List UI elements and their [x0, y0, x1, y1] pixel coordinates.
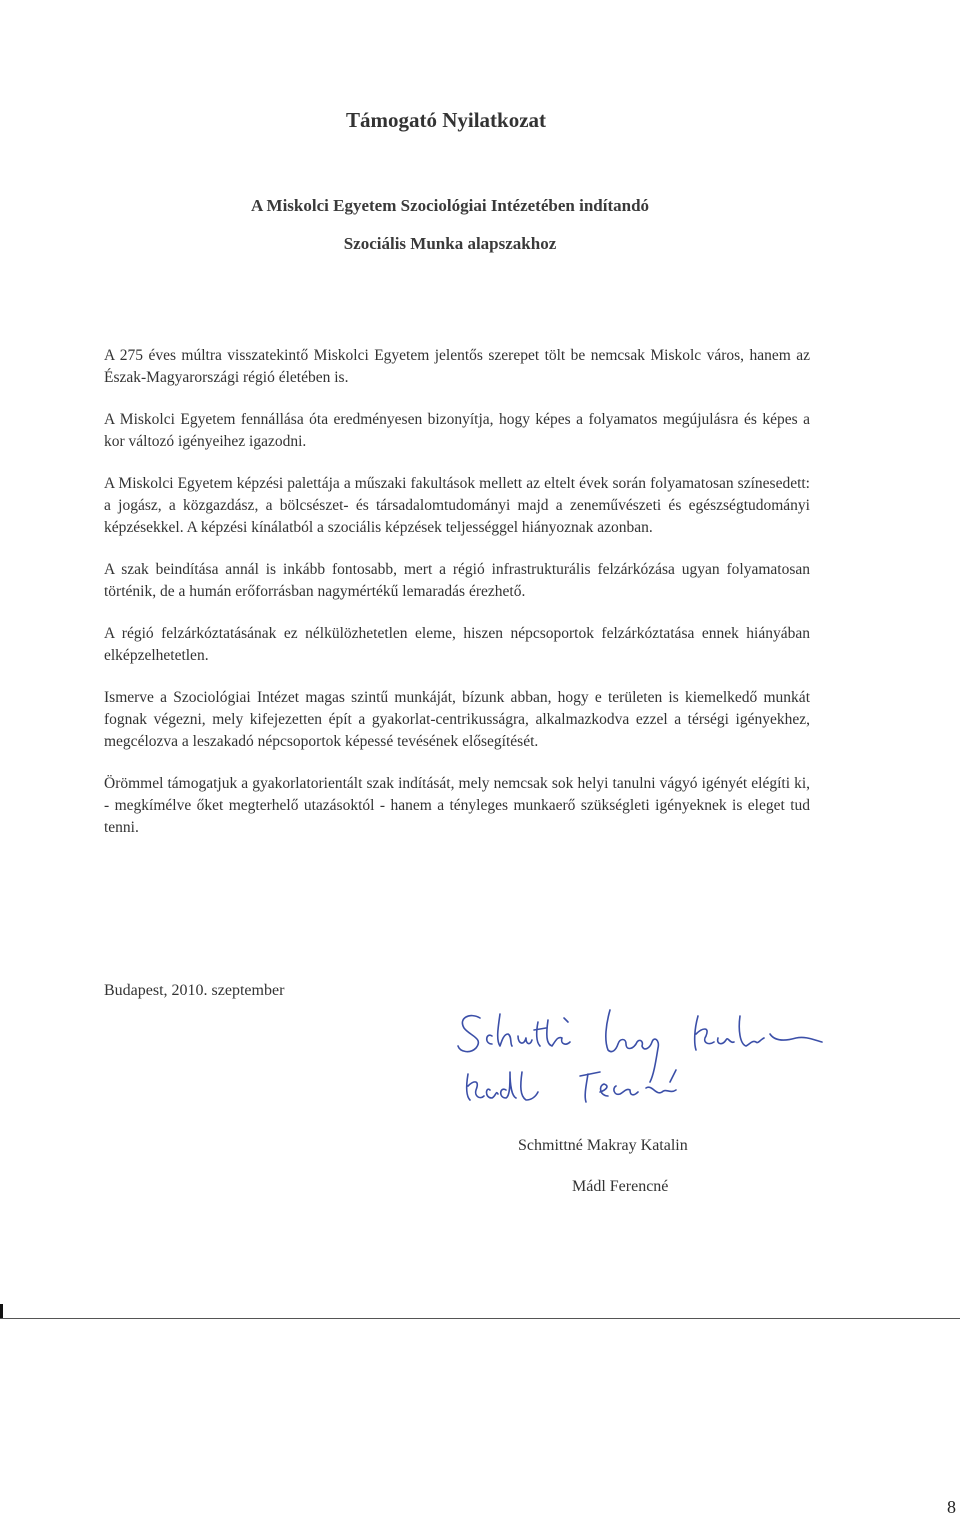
signer-name-1: Schmittné Makray Katalin	[518, 1137, 688, 1154]
paragraph-5: A régió felzárkóztatásának ez nélkülözhetetlen eleme, hiszen népcsoportok felzárkóztatása ennek hiányában elképzelhetetlen.	[104, 625, 810, 664]
footer-divider	[0, 1318, 960, 1319]
handwritten-signatures	[440, 1000, 840, 1120]
paragraph-3: A Miskolci Egyetem képzési palettája a műszaki fakultások mellett az eltelt évek során folyamatosan színesedett: a jogász, a közgazdász, a bölcsészet- és társadalomtudományi majd a zeneművészeti és egészségtudományi képzésekkel. A képzési kínálatból a szociális képzések teljességgel hiányoznak azonban.	[104, 475, 810, 536]
paragraph-6: Ismerve a Szociológiai Intézet magas szintű munkáját, bízunk abban, hogy e területen is kiemelkedő munkát fognak végezni, mely kifejezetten épít a gyakorlat-centrikusságra, alkalmazkodva ezzel a térségi igényekhez, megcélozva a leszakadó népcsoportok képessé tevésének elősegítését.	[104, 689, 810, 750]
page-number: 8	[947, 1497, 956, 1517]
paragraph-4: A szak beindítása annál is inkább fontosabb, mert a régió infrastrukturális felzárkózása ugyan folyamatosan történik, de a humán erőforrásban nagymértékű lemaradás érezhető.	[104, 561, 810, 600]
document-body	[104, 345, 810, 859]
paragraph-1: A 275 éves múltra visszatekintő Miskolci Egyetem jelentős szerepet tölt be nemcsak Miskolc város, hanem az Észak-Magyarországi régió életében is.	[104, 347, 810, 386]
paragraph-2: A Miskolci Egyetem fennállása óta eredményesen bizonyítja, hogy képes a folyamatos megújulásra és képes a kor változó igényeihez igazodni.	[104, 411, 810, 450]
paragraph-7: Örömmel támogatjuk a gyakorlatorientált szak indítását, mely nemcsak sok helyi tanulni vágyó igényét elégíti ki, - megkímélve őket megterhelő utazásoktól - hanem a tényleges munkaerő szükségleti igényeknek is eleget tud tenni.	[104, 775, 810, 836]
document-subtitle-line-1: A Miskolci Egyetem Szociológiai Intézetében indítandó	[250, 196, 650, 215]
place-and-date: Budapest, 2010. szeptember	[104, 982, 285, 999]
signer-name-2: Mádl Ferencné	[572, 1178, 669, 1195]
scan-edge-mark	[0, 1304, 3, 1318]
document-title: Támogató Nyilatkozat	[345, 108, 547, 132]
document-subtitle-line-2: Szociális Munka alapszakhoz	[343, 234, 557, 253]
